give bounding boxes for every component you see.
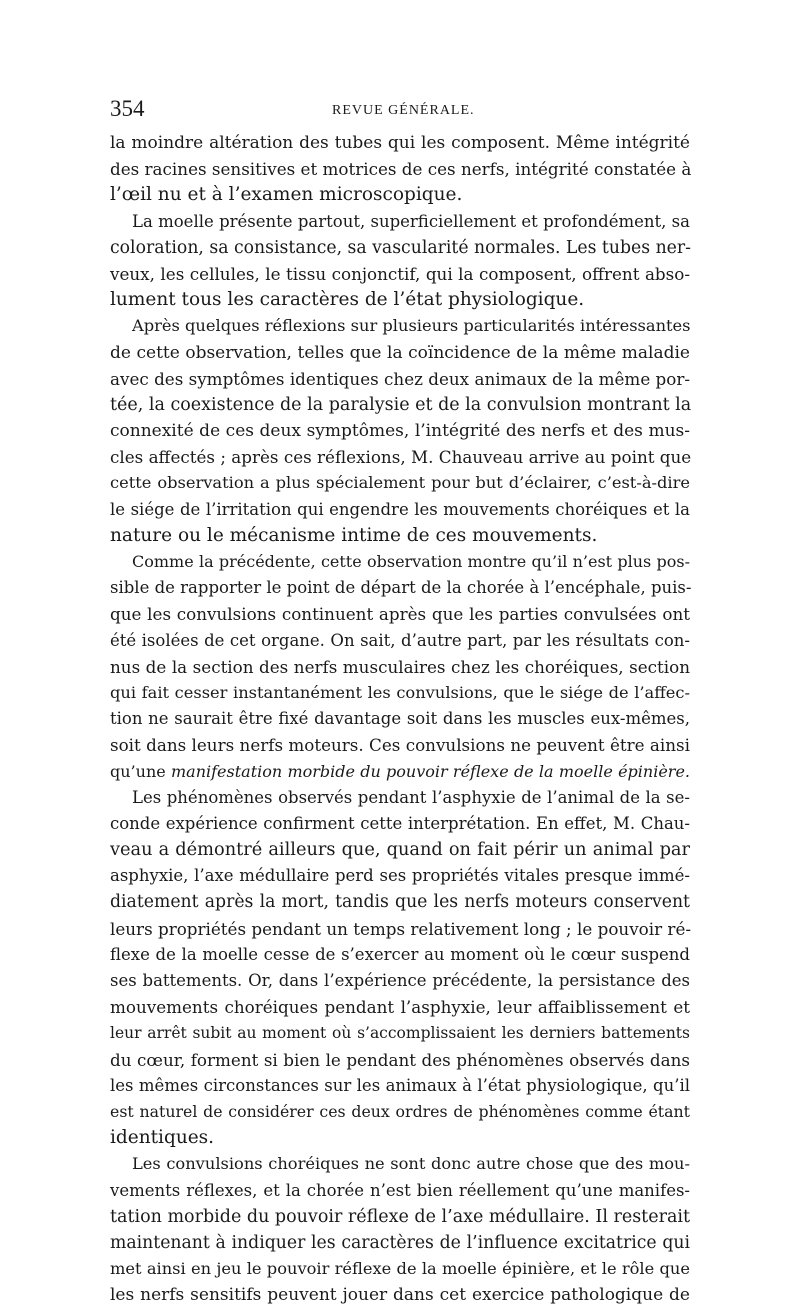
text-line: La moelle présente partout, superficiellement et profondément, sa: [132, 211, 690, 231]
text-line: veau a démontré ailleurs que, quand on fait périr un animal par: [110, 840, 690, 861]
text-line: les nerfs sensitifs peuvent jouer dans cet exercice pathologique de: [110, 1285, 690, 1306]
text-line: conde expérience confirment cette interprétation. En effet, M. Chau-: [110, 813, 690, 833]
text-line: coloration, sa consistance, sa vascularité normales. Les tubes ner-: [110, 237, 691, 258]
text-line: diatement après la mort, tandis que les nerfs moteurs conservent: [110, 892, 690, 913]
text-line: cette observation a plus spécialement pour but d’éclairer, c’est-à-dire: [110, 473, 690, 493]
text-line: flexe de la moelle cesse de s’exercer au moment où le cœur suspend: [110, 944, 690, 964]
text-line: nus de la section des nerfs musculaires chez les choréiques, section: [110, 656, 690, 677]
text-line: la moindre altération des tubes qui les composent. Même intégrité: [110, 133, 690, 153]
paragraph: [110, 1151, 690, 1308]
text-line: leurs propriétés pendant un temps relativement long ; le pouvoir ré-: [110, 918, 692, 939]
text-line: lument tous les caractères de l’état physiologique.: [110, 289, 585, 311]
text-line: tation morbide du pouvoir réflexe de l’axe médullaire. Il resterait: [110, 1206, 691, 1227]
page-number: 354: [110, 96, 145, 121]
text-line: asphyxie, l’axe médullaire perd ses propriétés vitales presque immé-: [110, 866, 690, 886]
text-line: nature ou le mécanisme intime de ces mouvements.: [110, 524, 598, 546]
text-line: tée, la coexistence de la paralysie et de la convulsion montrant la: [110, 394, 692, 415]
body-text: [110, 130, 690, 1308]
paragraph: [110, 785, 690, 1152]
page-header: [110, 96, 690, 126]
text-line: le siége de l’irritation qui engendre les mouvements choréiques et la: [110, 499, 690, 519]
text-line: met ainsi en jeu le pouvoir réflexe de la moelle épinière, et le rôle que: [110, 1259, 690, 1279]
text-line: été isolées de cet organe. On sait, d’autre part, par les résultats con-: [110, 630, 690, 650]
paragraph: [110, 313, 690, 549]
text-line: connexité de ces deux symptômes, l’intégrité des nerfs et des mus-: [110, 421, 690, 442]
text-line: les mêmes circonstances sur les animaux à l’état physiologique, qu’il: [110, 1075, 690, 1095]
text-line: ses battements. Or, dans l’expérience précédente, la persistance des: [110, 971, 690, 990]
text-line: leur arrêt subit au moment où s’accomplissaient les derniers battements: [110, 1024, 690, 1043]
text-line: identiques.: [110, 1127, 215, 1149]
text-line: que les convulsions continuent après que les parties convulsées ont: [110, 604, 690, 625]
text-line: l’œil nu et à l’examen microscopique.: [110, 184, 463, 206]
text-line: avec des symptômes identiques chez deux animaux de la même por-: [110, 368, 691, 389]
text-line: [110, 759, 690, 785]
text-line: vements réflexes, et la chorée n’est bien réellement qu’une manifes-: [110, 1180, 690, 1200]
italic-emphasis: manifestation morbide du pouvoir réflexe de la moelle épinière.: [170, 761, 691, 781]
text-line: Après quelques réflexions sur plusieurs particularités intéressantes: [132, 316, 691, 336]
paragraph: [110, 209, 690, 314]
text-line: tion ne saurait être fixé davantage soit dans les muscles eux-mêmes,: [110, 709, 690, 729]
text-line: de cette observation, telles que la coïncidence de la même maladie: [110, 342, 690, 363]
running-head: REVUE GÉNÉRALE.: [332, 103, 475, 118]
text-line: soit dans leurs nerfs moteurs. Ces convulsions ne peuvent être ainsi: [110, 735, 690, 756]
text-line: Les phénomènes observés pendant l’asphyxie de l’animal de la se-: [132, 787, 690, 807]
text-line: est naturel de considérer ces deux ordres de phénomènes comme étant: [110, 1101, 690, 1121]
text-line: veux, les cellules, le tissu conjonctif, qui la composent, offrent abso-: [110, 263, 690, 284]
paragraph: [110, 130, 690, 209]
text-line: maintenant à indiquer les caractères de l’influence excitatrice qui: [110, 1232, 690, 1253]
text-line: mouvements choréiques pendant l’asphyxie, leur affaiblissement et: [110, 997, 690, 1018]
paragraph: [110, 549, 690, 785]
text-line: du cœur, forment si bien le pendant des phénomènes observés dans: [110, 1049, 690, 1070]
text-fragment: qu’une: [110, 761, 171, 781]
text-line: qui fait cesser instantanément les convulsions, que le siége de l’affec-: [110, 682, 690, 702]
text-line: sible de rapporter le point de départ de la chorée à l’encéphale, puis-: [110, 578, 692, 598]
text-line: Comme la précédente, cette observation montre qu’il n’est plus pos-: [132, 552, 690, 571]
text-line: des racines sensitives et motrices de ces nerfs, intégrité constatée à: [110, 159, 692, 180]
text-line: Les convulsions choréiques ne sont donc autre chose que des mou-: [132, 1154, 690, 1174]
text-line: cles affectés ; après ces réflexions, M. Chauveau arrive au point que: [110, 447, 692, 468]
